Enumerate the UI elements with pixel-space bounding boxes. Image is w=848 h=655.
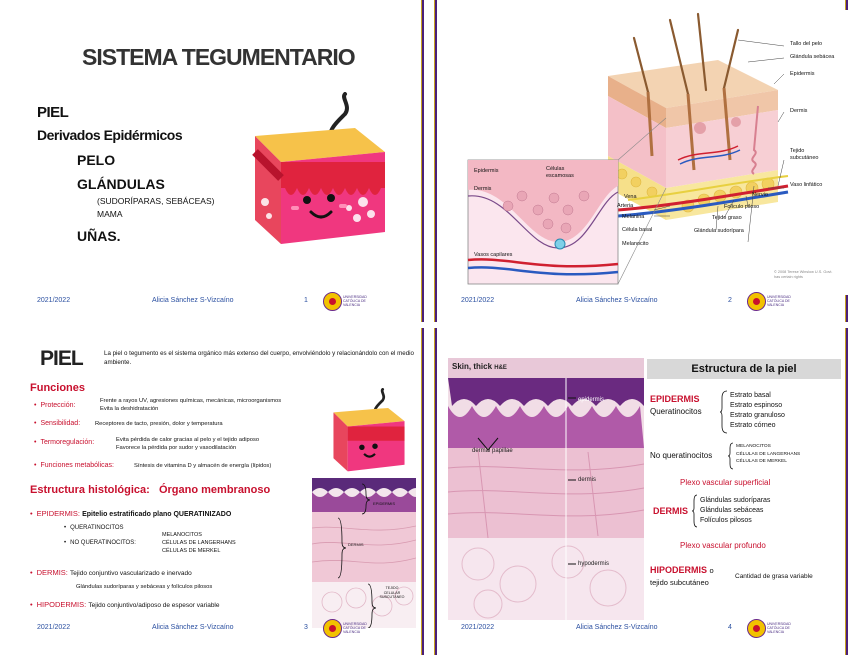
slide-title: PIEL — [40, 347, 83, 370]
slide-4[interactable] — [434, 328, 848, 655]
item-piel: PIEL — [37, 104, 69, 121]
queratinocitos-label: Queratinocitos — [650, 407, 702, 416]
slide-edge — [434, 0, 437, 322]
skin-cartoon-small — [328, 388, 410, 476]
epidermis-heading: EPIDERMIS — [650, 394, 700, 404]
inset-label-vasos-capilares: Vasos capilares — [474, 252, 513, 258]
funcion-termoregulacion-text: Evita pérdida de calor gracias al pelo y el tejido adiposo Favorece la pérdida por sudor y vasodilatación — [116, 437, 260, 451]
inset-label-melanocito: Melanocito — [622, 241, 649, 247]
item-glandulas-sub: (SUDORÍPARAS, SEBÁCEAS) — [97, 196, 215, 206]
inset-label-celulas-escamosas: Células escamosas — [546, 166, 574, 179]
brace-estratos — [720, 390, 728, 434]
footer-year: 2021/2022 — [461, 297, 495, 304]
slide-1[interactable] — [0, 0, 424, 322]
footer-year: 2021/2022 — [37, 624, 71, 631]
intro-text: La piel o tegumento es el sistema orgánico más extenso del cuerpo, envolviéndolo y relacionándolo con el medio ambiente. — [104, 350, 414, 366]
label-vaso-linfatico: Vaso linfático — [790, 182, 823, 188]
funcion-proteccion-text: Frente a rayos UV, agresiones químicas, mecánicas, microorganismos Evita la deshidratación — [100, 398, 282, 412]
image-title: Skin, thick H&E — [452, 362, 507, 371]
footer-author: Alicia Sánchez S-Vizcaíno — [576, 624, 658, 631]
no-queratinocitos-label: No queratinocitos — [650, 451, 713, 460]
plexo-profundo: Plexo vascular profundo — [680, 541, 766, 550]
estructura-heading: Estructura histológica: Órgano membranoso — [30, 484, 271, 496]
university-logo: UNIVERSIDAD CATÓLICA DE VALENCIA — [323, 619, 381, 637]
label-foliculo-piloso: Folículo piloso — [724, 204, 760, 210]
label-tallo-pelo: Tallo del pelo — [790, 41, 823, 47]
grasa-variable: Cantidad de grasa variable — [735, 573, 813, 580]
dermis-sub-text: Glándulas sudoríparas y sebáceas y folículos pilosos — [76, 584, 213, 590]
dermis-item: • DERMIS: Tejido conjuntivo vascularizado e inervado — [30, 568, 192, 577]
brace-dermis — [692, 494, 698, 528]
footer-author: Alicia Sánchez S-Vizcaíno — [152, 624, 234, 631]
inset-label-dermis: Dermis — [474, 186, 492, 192]
dermis-list: Glándulas sudoríparas Glándulas sebáceas Folículos pilosos — [700, 497, 771, 524]
slide-title: SISTEMA TEGUMENTARIO — [82, 44, 355, 70]
funcion-metabolicas: • Funciones metabólicas: — [34, 462, 114, 469]
hipodermis-item: • HIPODERMIS: Tejido conjuntivo/adiposo de espesor variable — [30, 600, 220, 609]
item-mama: MAMA — [97, 209, 123, 219]
hipodermis-sub: tejido subcutáneo — [650, 578, 709, 587]
brace-no-queratinocitos — [728, 442, 734, 470]
item-derivados: Derivados Epidérmicos — [37, 127, 183, 143]
copyright-note: © 2008 Terese Winslow U.S. Govt. has certain rights — [774, 270, 833, 279]
item-unas: UÑAS. — [77, 228, 121, 244]
label-vena: Vena — [624, 194, 637, 200]
label-tejido-subcutaneo: Tejido subcutáneo — [790, 148, 819, 161]
no-queratinocitos-list: MELANOCITOS CÉLULAS DE LANGERHANS CÉLULAS DE MERKEL — [736, 444, 801, 464]
footer-year: 2021/2022 — [461, 624, 495, 631]
slide-2[interactable] — [434, 0, 848, 322]
inset-label-melanina: Melanina — [622, 214, 645, 220]
item-glandulas: GLÁNDULAS — [77, 176, 165, 192]
funcion-sensibilidad: • Sensibilidad: — [34, 420, 80, 427]
slide-edge — [421, 328, 424, 655]
epidermis-item: • EPIDERMIS: Epitelio estratificado plano QUERATINIZADO — [30, 509, 231, 518]
dermis-heading: DERMIS — [653, 506, 689, 516]
hipodermis-heading: HIPODERMIS o — [650, 565, 714, 575]
no-queratinocitos-item: • NO QUERATINOCITOS: — [64, 540, 136, 546]
histo-label-tejido: TEJIDO CELULAR SUBCUTÁNEO — [379, 586, 405, 599]
university-logo: UNIVERSIDAD CATÓLICA DE VALENCIA — [323, 292, 381, 310]
inset-label-epidermis: Epidermis — [474, 168, 499, 174]
no-queratinocitos-list: MELANOCITOS CÉLULAS DE LANGERHANS CÉLULAS DE MERKEL — [162, 532, 236, 554]
funcion-sensibilidad-text: Receptores de tacto, presión, dolor y temperatura — [95, 421, 223, 427]
histo-label-dermis: DERMIS — [348, 542, 364, 547]
footer-page-number: 1 — [304, 297, 308, 304]
footer-page-number: 2 — [728, 297, 732, 304]
skin-cartoon-illustration — [245, 92, 395, 252]
footer-author: Alicia Sánchez S-Vizcaíno — [152, 297, 234, 304]
footer-page-number: 3 — [304, 624, 308, 631]
label-epidermis: Epidermis — [790, 71, 815, 77]
footer-year: 2021/2022 — [37, 297, 71, 304]
item-pelo: PELO — [77, 152, 116, 168]
slide-edge — [421, 0, 424, 322]
funcion-metabolicas-text: Síntesis de vitamina D y almacén de energía (lípidos) — [134, 463, 272, 469]
image-label-epidermis: epidermis — [578, 397, 605, 403]
image-label-dermis: dermis — [578, 477, 597, 483]
label-glandula-sebacea: Glándula sebácea — [790, 54, 835, 60]
funciones-heading: Funciones — [30, 382, 86, 394]
inset-label-celula-basal: Célula basal — [622, 227, 653, 233]
funcion-proteccion: • Protección: — [34, 402, 75, 409]
label-tejido-graso: Tejido graso — [712, 215, 742, 221]
queratinocitos-item: • QUERATINOCITOS — [64, 525, 124, 531]
funcion-termoregulacion: • Termoregulación: — [34, 439, 94, 446]
university-logo: UNIVERSIDAD CATÓLICA DE VALENCIA — [747, 292, 805, 310]
footer-author: Alicia Sánchez S-Vizcaíno — [576, 297, 658, 304]
slide-header-bar: Estructura de la piel — [647, 359, 841, 379]
image-label-hypodermis: hypodermis — [578, 561, 610, 567]
label-arteria: Arteria — [617, 203, 634, 209]
histology-skin-thick-image — [448, 358, 644, 620]
plexo-superficial: Plexo vascular superficial — [680, 478, 771, 487]
footer-page-number: 4 — [728, 624, 732, 631]
slide-3[interactable] — [0, 328, 424, 655]
image-label-papillae: dermal papillae — [472, 448, 513, 454]
label-glandula-sudoripara: Glándula sudorípara — [694, 228, 744, 234]
estratos-list: Estrato basal Estrato espinoso Estrato granuloso Estrato córneo — [730, 392, 785, 429]
university-logo: UNIVERSIDAD CATÓLICA DE VALENCIA — [747, 619, 805, 637]
slide-edge — [434, 328, 437, 655]
label-nervio: Nervio — [752, 192, 768, 198]
histology-thumbnail — [312, 478, 416, 628]
label-dermis: Dermis — [790, 108, 808, 114]
histo-label-epidermis: EPIDERMIS — [373, 501, 396, 506]
